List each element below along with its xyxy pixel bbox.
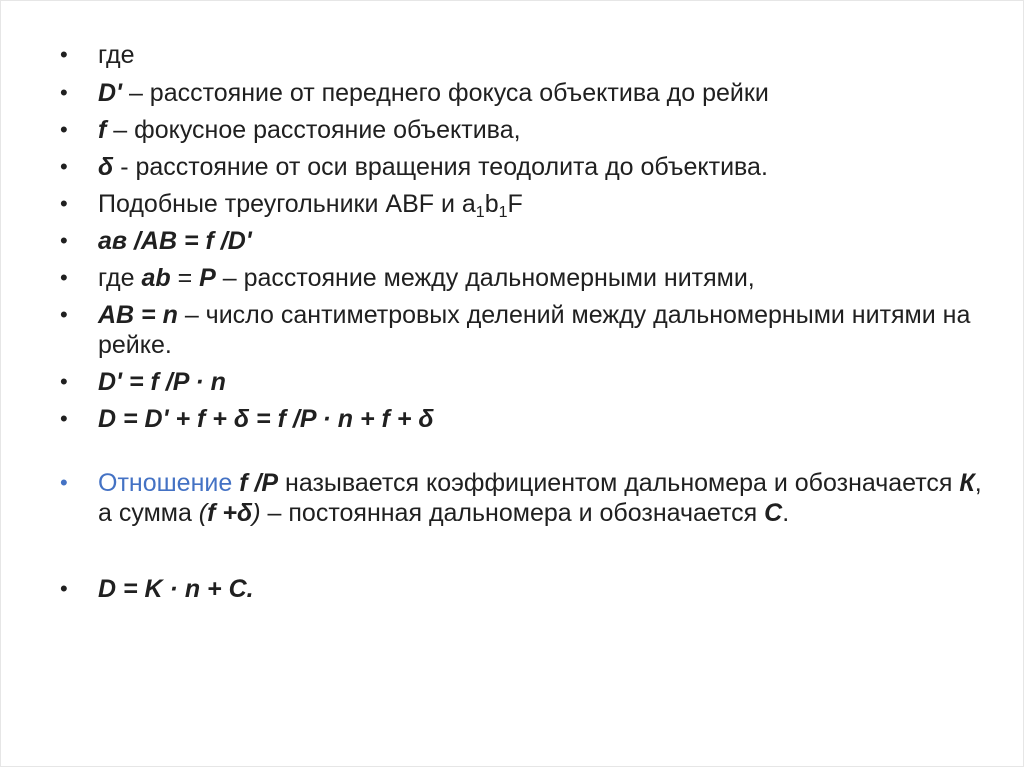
symbol-ab: ab [141,264,171,292]
bullet-dot: • [60,191,68,216]
paren-close: ) [252,499,261,527]
spacer [56,434,986,468]
bullet-dot: • [60,302,68,327]
text-where: где [98,41,135,69]
bullet-formula-d-prime [56,367,986,397]
text-f-def: – фокусное расстояние объектива, [106,116,521,144]
slide-body [56,40,986,604]
text-delta-def: - расстояние от оси вращения теодолита до объектива. [113,153,768,181]
symbol-p: P [199,264,216,292]
subscript-1: 1 [475,204,485,221]
symbol-C: С [764,499,783,527]
formula-final: D = K · n + C. [98,575,254,603]
bullet-formula-final [56,574,986,604]
bullet-where [56,40,986,70]
symbol-delta: δ [98,153,114,181]
bullet-dot: • [60,42,68,67]
bullet-dot: • [60,406,68,431]
paren-open: ( [198,499,208,527]
symbol-f-plus-delta: f +δ [207,499,253,527]
symbol-d-prime: D' [98,79,122,107]
text-coef-1: называется коэффициентом дальномера и обозначается [278,469,960,497]
bullet-delta [56,152,986,182]
symbol-AB-n: AB = n [98,301,178,329]
bullet-AB-n [56,300,986,360]
text-period: . [782,499,790,527]
text-coef-2: , а сумма [98,469,982,527]
text-similar: Подобные треугольники ABF и a [98,190,476,218]
bullet-ratio-formula [56,226,986,256]
subscript-1b: 1 [498,204,508,221]
formula-d: D = D' + f + δ = f /P · n + f + δ [98,405,434,433]
symbol-f-over-p: f /P [239,469,279,497]
text-ratio-word: Отношение [98,469,240,497]
text-equals: = [170,264,200,292]
bullet-dot: • [60,265,68,290]
bullet-dot: • [60,117,68,142]
bullet-dot: • [60,80,68,105]
symbol-f: f [98,116,107,144]
text-p-def: – расстояние между дальномерными нитями, [215,264,755,292]
bullet-dot: • [60,154,68,179]
bullet-coefficient [56,468,986,528]
text-d-prime-def: – расстояние от переднего фокуса объектива до рейки [122,79,769,107]
bullet-dot-accent: • [60,470,68,495]
symbol-K: К [959,469,975,497]
text-F: F [507,190,523,218]
bullet-dot: • [60,228,68,253]
text-coef-3: – постоянная дальномера и обозначается [260,499,765,527]
formula-ratio: ав /АВ = f /D' [98,227,252,255]
text-where2: где [98,264,142,292]
bullet-f [56,115,986,145]
text-b: b [484,190,499,218]
bullet-similar-triangles [56,189,986,219]
formula-d-prime: D' = f /P · n [98,368,226,396]
bullet-dot: • [60,369,68,394]
text-AB-n-def: – число сантиметровых делений между дальномерными нитями на рейке. [98,301,971,359]
spacer [56,528,986,574]
bullet-formula-d [56,404,986,434]
bullet-dot: • [60,576,68,601]
bullet-d-prime [56,78,986,108]
bullet-ab-p [56,263,986,293]
